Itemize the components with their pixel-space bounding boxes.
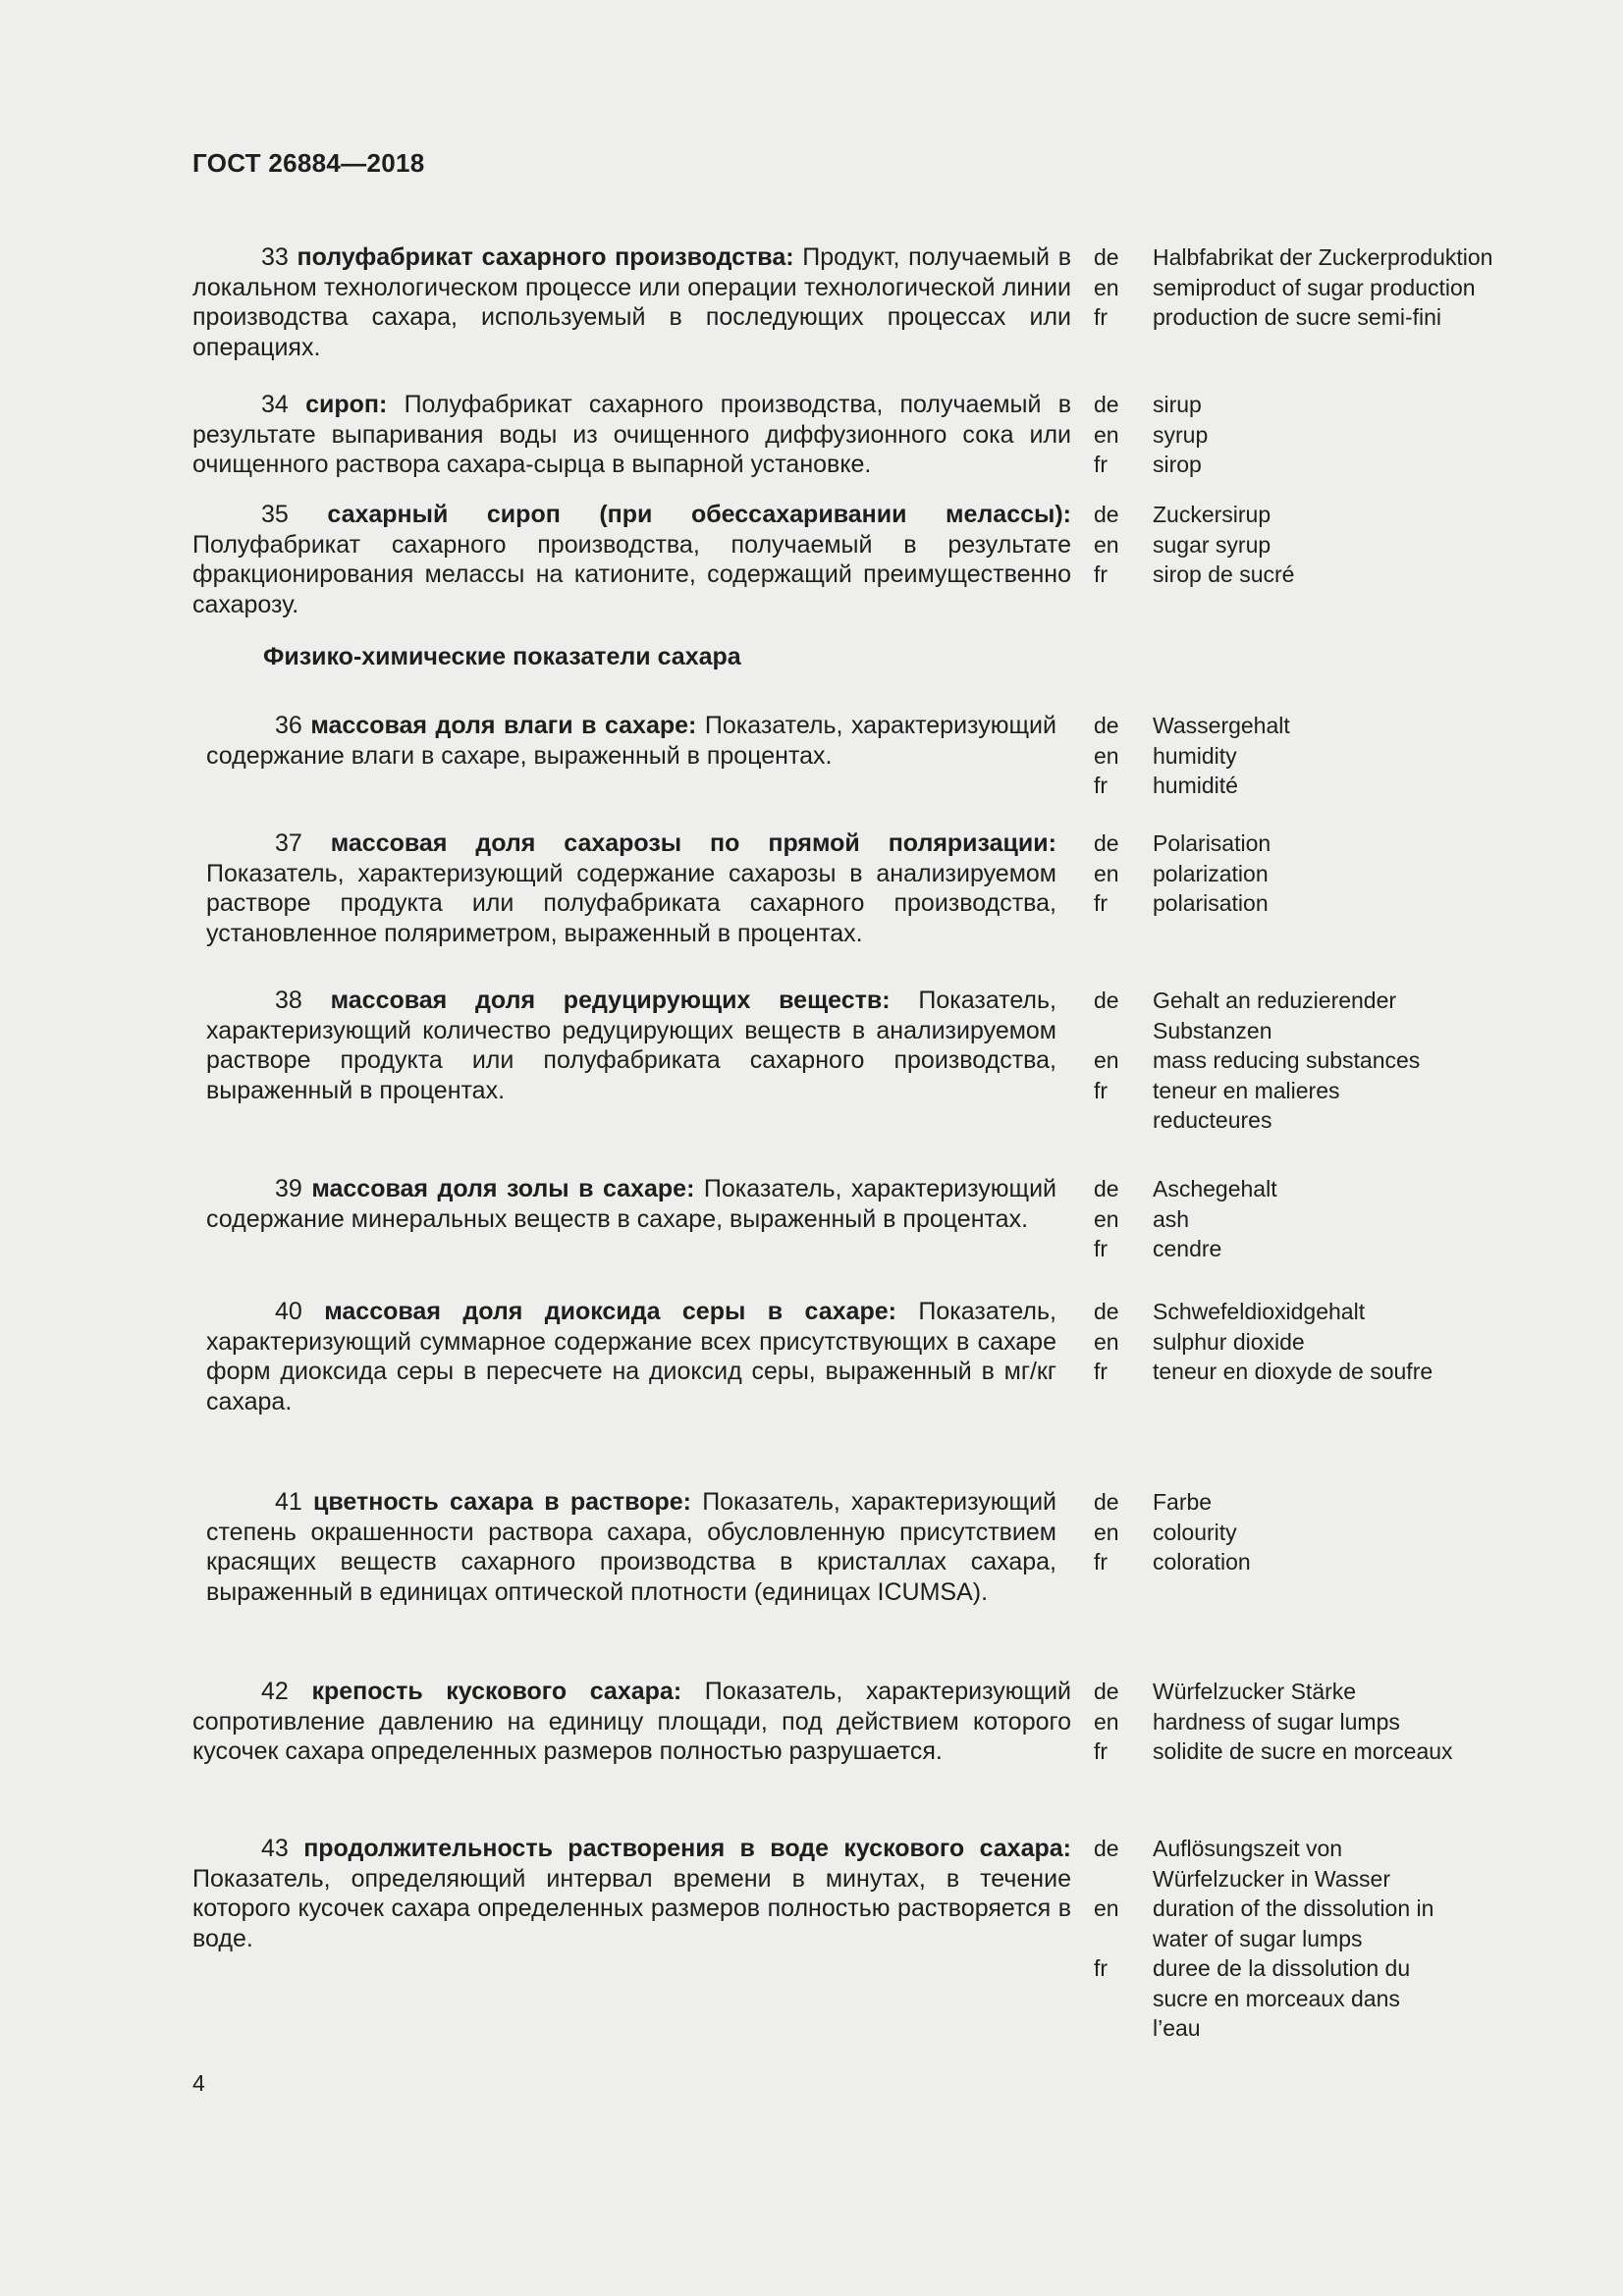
term-en: mass reducing substances: [1153, 1047, 1421, 1073]
term-de: sirup: [1153, 392, 1202, 417]
translations: de Würfelzucker Stärke en hardness of sugar lumps fr solidite de sucre en morceaux: [1094, 1677, 1526, 1767]
definition: 37 массовая доля сахарозы по прямой поляризации: Показатель, характеризующий содержание сахарозы в анализируемом растворе продукта или полуфабриката сахарного производства, установленное поляриметром, выраженный в процентах.: [206, 829, 1056, 947]
document-header: ГОСТ 26884—2018: [192, 148, 425, 178]
definition: 36 массовая доля влаги в сахаре: Показатель, характеризующий содержание влаги в сахаре, выраженный в процентах.: [206, 712, 1056, 770]
translations: de Zuckersirup en sugar syrup fr sirop de sucré: [1094, 500, 1526, 590]
translations: de sirup en syrup fr sirop: [1094, 390, 1526, 480]
term-fr: solidite de sucre en morceaux: [1153, 1738, 1453, 1764]
term-de: Aschegehalt: [1153, 1176, 1277, 1201]
term-en: sugar syrup: [1153, 531, 1271, 558]
translations: de Auflösungszeit von Würfelzucker in Wasser en duration of the dissolution in water of sugar lumps fr duree de la dissolution du sucre en morceaux dans l’eau: [1094, 1834, 1526, 2044]
term-de: Farbe: [1153, 1489, 1213, 1515]
term-fr: production de sucre semi-fini: [1153, 304, 1442, 330]
term-de: Schwefeldioxidgehalt: [1153, 1299, 1366, 1324]
term-fr: sirop: [1153, 452, 1202, 477]
term-fr: humidité: [1153, 773, 1238, 798]
term-en: humidity: [1153, 742, 1237, 769]
translations: de Halbfabrikat der Zuckerproduktion en semiproduct of sugar production fr production de sucre semi-fini: [1094, 242, 1526, 333]
definition: 42 крепость кускового сахара: Показатель, характеризующий сопротивление давлению на единицу площади, под действием которого кусочек сахара определенных размеров полностью разрушается.: [192, 1678, 1071, 1765]
definition: 34 сироп: Полуфабрикат сахарного производства, получаемый в результате выпаривания воды из очищенного диффузионного сока или очищенного раствора сахара-сырца в выпарной установке.: [192, 391, 1071, 478]
section-title: Физико-химические показатели сахара: [263, 643, 741, 670]
term-en: sulphur dioxide: [1153, 1328, 1305, 1355]
term-de: Gehalt an reduzierender Substanzen: [1153, 988, 1397, 1043]
translations: de Wassergehalt en humidity fr humidité: [1094, 711, 1526, 801]
definition: 40 массовая доля диоксида серы в сахаре: Показатель, характеризующий суммарное содержание всех присутствующих в сахаре форм диоксида серы в пересчете на диоксид серы, выраженный в мг/кг сахара.: [206, 1298, 1056, 1415]
term-fr: duree de la dissolution du sucre en morceaux dans l’eau: [1153, 1955, 1411, 2041]
term-fr: coloration: [1153, 1549, 1251, 1575]
term-fr: cendre: [1153, 1236, 1222, 1261]
translations: de Schwefeldioxidgehalt en sulphur dioxide fr teneur en dioxyde de soufre: [1094, 1297, 1526, 1387]
translations: de Polarisation en polarization fr polarisation: [1094, 828, 1526, 919]
term-de: Zuckersirup: [1153, 502, 1271, 527]
term-en: ash: [1153, 1205, 1190, 1232]
term-fr: sirop de sucré: [1153, 561, 1295, 587]
term-en: duration of the dissolution in water of sugar lumps: [1153, 1896, 1434, 1951]
term-en: hardness of sugar lumps: [1153, 1708, 1400, 1735]
definition: 38 массовая доля редуцирующих веществ: Показатель, характеризующий количество редуцирующих веществ в анализируемом растворе продукта или полуфабриката сахарного производства, выраженный в процентах.: [206, 987, 1056, 1104]
term-en: colourity: [1153, 1519, 1237, 1545]
translations: de Gehalt an reduzierender Substanzen en mass reducing substances fr teneur en malieres reducteures: [1094, 986, 1526, 1136]
term-fr: polarisation: [1153, 890, 1269, 916]
definition: 43 продолжительность растворения в воде кускового сахара: Показатель, определяющий интервал времени в минутах, в течение которого кусочек сахара определенных размеров полностью растворяется в воде.: [192, 1835, 1071, 1952]
term-fr: teneur en dioxyde de soufre: [1153, 1359, 1434, 1384]
translations: de Farbe en colourity fr coloration: [1094, 1487, 1526, 1577]
term-en: semiproduct of sugar production: [1153, 274, 1476, 300]
term-de: Halbfabrikat der Zuckerproduktion: [1153, 244, 1493, 270]
term-fr: teneur en malieres reducteures: [1153, 1077, 1340, 1133]
translations: de Aschegehalt en ash fr cendre: [1094, 1174, 1526, 1264]
term-de: Würfelzucker Stärke: [1153, 1679, 1357, 1704]
page-number: 4: [192, 2070, 205, 2096]
definition: 41 цветность сахара в растворе: Показатель, характеризующий степень окрашенности раствора сахара, обусловленную присутствием красящих веществ сахарного производства в кристаллах сахара, выраженный в единицах оптической плотности (единицах ICUMSA).: [206, 1488, 1057, 1606]
definition: 33 полуфабрикат сахарного производства: Продукт, получаемый в локальном технологическом процессе или операции технологической линии производства сахара, используемый в последующих процессах или операциях.: [192, 243, 1071, 361]
term-de: Auflösungszeit von Würfelzucker in Wasser: [1153, 1836, 1390, 1892]
term-de: Wassergehalt: [1153, 713, 1290, 738]
term-en: syrup: [1153, 421, 1209, 448]
definition: 35 сахарный сироп (при обессахаривании мелассы): Полуфабрикат сахарного производства, получаемый в результате фракционирования мелассы на катионите, содержащий преимущественно сахарозу.: [192, 501, 1072, 618]
term-en: polarization: [1153, 860, 1269, 886]
definition: 39 массовая доля золы в сахаре: Показатель, характеризующий содержание минеральных веществ в сахаре, выраженный в процентах.: [206, 1175, 1057, 1233]
term-de: Polarisation: [1153, 830, 1271, 856]
